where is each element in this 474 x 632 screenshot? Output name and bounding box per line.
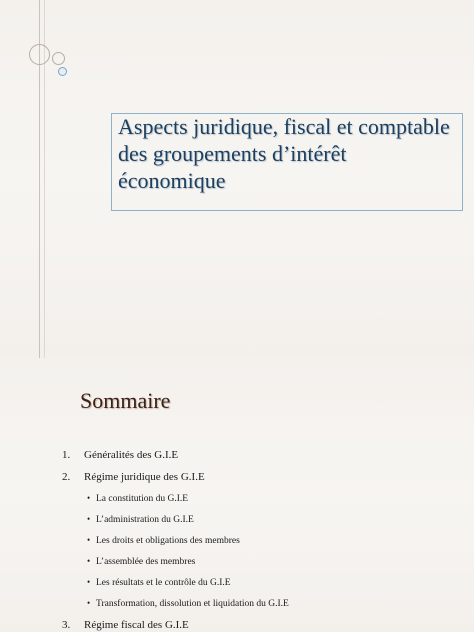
- decorative-circle-icon: [29, 44, 50, 65]
- item-number: 2.: [62, 471, 71, 483]
- list-item: [62, 466, 462, 488]
- sub-item: [62, 488, 462, 509]
- bullet-icon: •: [87, 535, 91, 545]
- sub-item-label: L’administration du G.I.E: [96, 515, 194, 525]
- bullet-icon: •: [87, 556, 91, 566]
- list-item: [62, 614, 462, 632]
- bullet-icon: •: [87, 598, 91, 608]
- item-label: Régime juridique des G.I.E: [84, 471, 205, 483]
- slide-title: Aspects juridique, fiscal et comptable des groupements d’intérêt économique: [118, 114, 450, 193]
- summary-heading: Sommaire: [80, 388, 171, 413]
- sub-item-label: Les droits et obligations des membres: [96, 536, 240, 546]
- sub-item: [62, 551, 462, 572]
- sub-item-label: L’assemblée des membres: [96, 557, 196, 567]
- sub-item: [62, 530, 462, 551]
- summary-list: [62, 444, 462, 632]
- sub-item-label: Transformation, dissolution et liquidation du G.I.E: [96, 599, 289, 609]
- bullet-icon: •: [87, 577, 91, 587]
- sub-item-label: Les résultats et le contrôle du G.I.E: [96, 578, 231, 588]
- sub-item-label: La constitution du G.I.E: [96, 494, 189, 504]
- summary-slide: [0, 358, 474, 632]
- item-label: Généralités des G.I.E: [84, 449, 179, 461]
- sub-item: [62, 572, 462, 593]
- list-item: [62, 444, 462, 466]
- sub-item: [62, 509, 462, 530]
- decorative-circle-icon: [52, 52, 65, 65]
- bullet-icon: •: [87, 493, 91, 503]
- bullet-icon: •: [87, 514, 91, 524]
- decorative-circle-icon: [58, 67, 67, 76]
- item-number: 1.: [62, 449, 71, 461]
- item-label: Régime fiscal des G.I.E: [84, 619, 189, 631]
- item-number: 3.: [62, 619, 71, 631]
- sub-item: [62, 593, 462, 614]
